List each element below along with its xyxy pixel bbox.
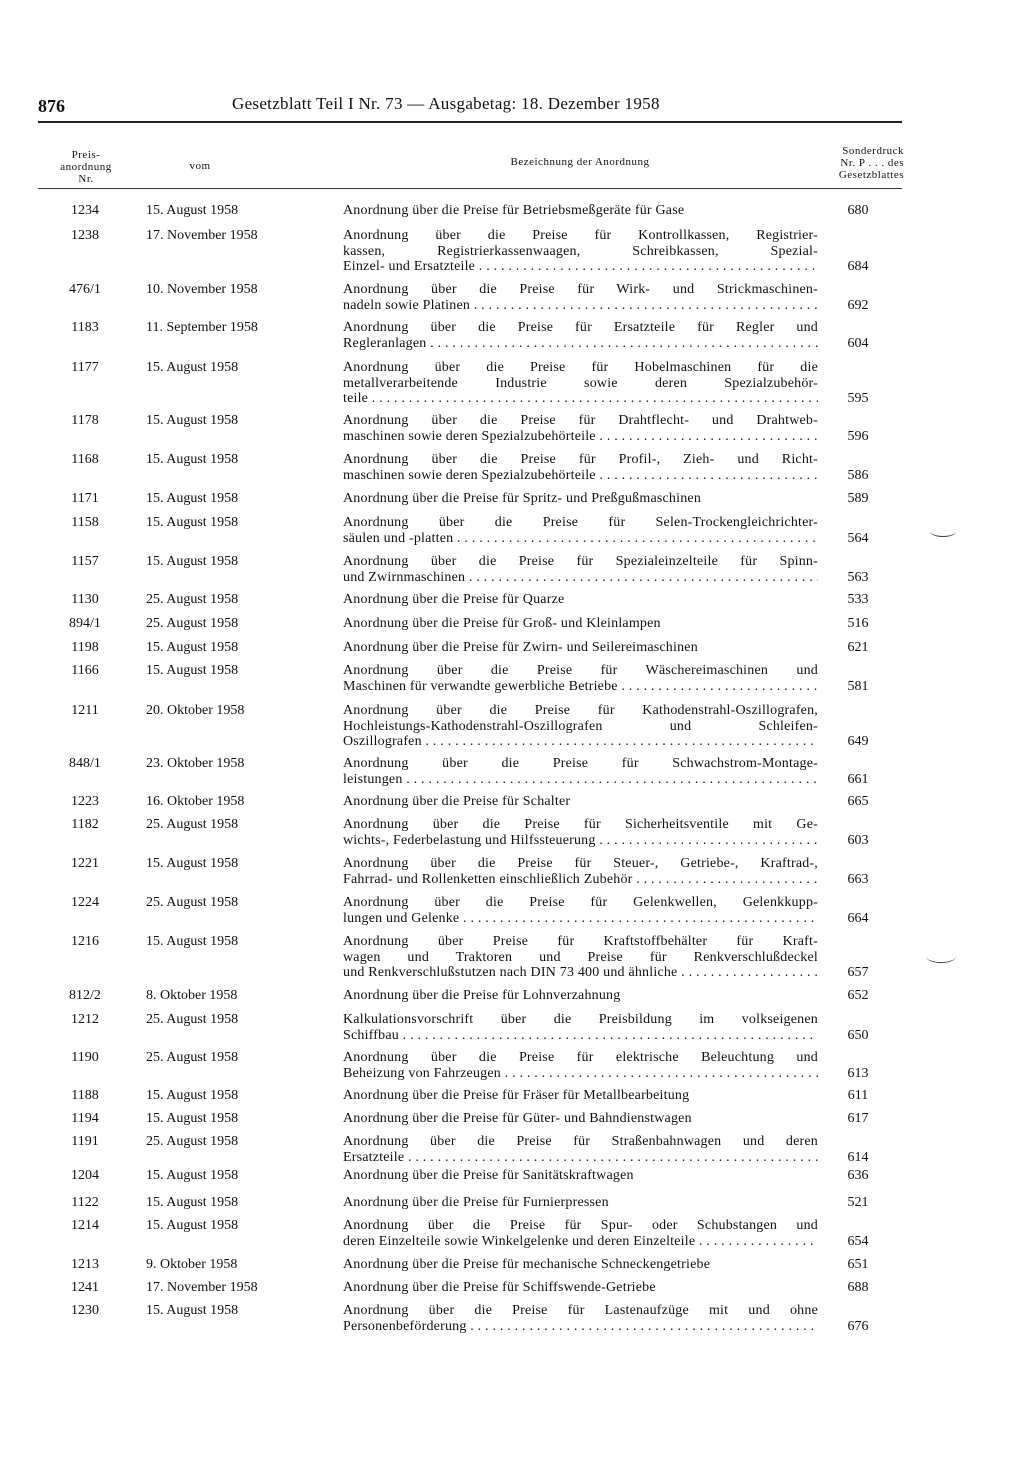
ordinance-title-line: Anordnung über die Preise für Quarze	[343, 592, 565, 607]
sonderdruck-number: 581	[847, 678, 869, 694]
ordinance-number: 1122	[71, 1195, 99, 1210]
ordinance-date: 15. August 1958	[146, 1218, 239, 1233]
sonderdruck-number: 651	[847, 1257, 869, 1272]
ordinance-title-line: Anordnung über die Preise für Schiffswende-Getriebe	[343, 1280, 656, 1295]
ordinance-title-line: Anordnung über die Preise für Selen-Trockengleichrichter-	[343, 515, 818, 530]
page-number: 876	[38, 96, 65, 116]
ordinance-title	[343, 515, 818, 546]
ordinance-date: 15. August 1958	[146, 452, 239, 467]
sonderdruck-number: 516	[847, 616, 869, 631]
ordinance-title	[343, 1012, 818, 1043]
ordinance-title-line: Anordnung über die Preise für Schwachstrom-Montage-	[343, 756, 818, 771]
ordinance-date: 15. August 1958	[146, 360, 239, 375]
sonderdruck-number: 676	[847, 1318, 869, 1334]
ordinance-title-line: Anordnung über die Preise für Zwirn- und Seilereimaschinen	[343, 640, 698, 655]
ordinance-title	[343, 1195, 818, 1211]
ordinance-title	[343, 413, 818, 444]
column-header-nr-line: Preis-	[71, 149, 101, 161]
ordinance-title-line: Anordnung über die Preise für Betriebsmeßgeräte für Gase	[343, 203, 685, 218]
ordinance-title-line: Anordnung über die Preise für Profil-, Zieh- und Richt-	[343, 452, 818, 467]
ordinance-date: 16. Oktober 1958	[146, 794, 245, 809]
column-header-sonderdruck-line: Sonderdruck	[842, 145, 904, 157]
ordinance-number: 1214	[71, 1218, 99, 1233]
column-header-nr-line: Nr.	[78, 173, 94, 185]
sonderdruck-number: 563	[847, 569, 869, 585]
header-rule	[38, 121, 902, 123]
ordinance-title-line: Anordnung über die Preise für Gelenkwellen, Gelenkkupp-	[343, 895, 818, 910]
ordinance-title	[343, 360, 818, 407]
ordinance-title-line: Beheizung von Fahrzeugen . . .	[343, 1066, 818, 1082]
ordinance-number: 476/1	[69, 282, 101, 297]
sonderdruck-number: 595	[847, 391, 869, 406]
ordinance-title	[343, 856, 818, 887]
ordinance-title	[343, 1088, 818, 1104]
ordinance-title-line: wichts-, Federbelastung und Hilfssteuerung . . .	[343, 833, 818, 849]
ordinance-title-line: Anordnung über die Preise für Wäschereimaschinen und	[343, 663, 818, 678]
sonderdruck-number: 604	[847, 335, 869, 351]
ordinance-number: 1234	[71, 203, 99, 218]
ordinance-title-line: Anordnung über Preise für Kraftstoffbehälter für Kraft-	[343, 934, 818, 949]
ordinance-date: 17. November 1958	[146, 228, 258, 243]
ordinance-number: 812/2	[69, 988, 101, 1003]
ordinance-number: 1183	[71, 320, 99, 335]
ordinance-number: 1130	[71, 592, 99, 607]
ordinance-title	[343, 895, 818, 926]
sonderdruck-number: 661	[847, 771, 869, 787]
ordinance-number: 1158	[71, 515, 99, 530]
ordinance-title	[343, 794, 818, 810]
ordinance-title	[343, 616, 818, 632]
ordinance-number: 1212	[71, 1012, 99, 1027]
ordinance-title-line: Anordnung über die Preise für Sanitätskraftwagen	[343, 1168, 634, 1183]
ordinance-title-line: Anordnung über die Preise für Groß- und Kleinlampen	[343, 616, 661, 631]
ordinance-title-line: Anordnung über die Preise für Drahtflecht- und Drahtweb-	[343, 413, 818, 428]
ordinance-title-line: Anordnung über die Preise für Sicherheitsventile mit Ge-	[343, 817, 818, 832]
ordinance-title-line: Fahrrad- und Rollenketten einschließlich Zubehör . . .	[343, 872, 818, 888]
ordinance-date: 10. November 1958	[146, 282, 258, 297]
page-title: Gesetzblatt Teil I Nr. 73 — Ausgabetag: 18. Dezember 1958	[232, 94, 660, 113]
ordinance-number: 1224	[71, 895, 99, 910]
ordinance-title	[343, 320, 818, 351]
ordinance-number: 1178	[71, 413, 99, 428]
sonderdruck-number: 680	[847, 203, 869, 218]
sonderdruck-number: 688	[847, 1280, 869, 1295]
ordinance-title-line: Einzel- und Ersatzteile . . .	[343, 259, 818, 275]
sonderdruck-number: 657	[847, 965, 869, 980]
sonderdruck-number: 596	[847, 428, 869, 444]
ordinance-title-line: Schiffbau . . .	[343, 1028, 818, 1044]
sonderdruck-number: 684	[847, 259, 869, 274]
ordinance-date: 15. August 1958	[146, 203, 239, 218]
ordinance-title	[343, 228, 818, 275]
ordinance-date: 15. August 1958	[146, 663, 239, 678]
ordinance-title	[343, 1257, 818, 1273]
sonderdruck-number: 665	[847, 794, 869, 809]
ordinance-title	[343, 756, 818, 787]
column-header-rule	[38, 188, 902, 189]
margin-mark	[930, 526, 956, 537]
ordinance-date: 25. August 1958	[146, 1050, 239, 1065]
ordinance-date: 15. August 1958	[146, 1195, 239, 1210]
ordinance-number: 1182	[71, 817, 99, 832]
ordinance-date: 25. August 1958	[146, 616, 239, 631]
sonderdruck-number: 650	[847, 1027, 869, 1043]
ordinance-title-line: Anordnung über die Preise für elektrische Beleuchtung und	[343, 1050, 818, 1065]
ordinance-title-line: Anordnung über die Preise für Kontrollkassen, Registrier-	[343, 228, 818, 243]
sonderdruck-number: 617	[847, 1111, 869, 1126]
ordinance-number: 1216	[71, 934, 99, 949]
ordinance-title-line: Anordnung über die Preise für Spezialeinzelteile für Spinn-	[343, 554, 818, 569]
ordinance-date: 9. Oktober 1958	[146, 1257, 238, 1272]
ordinance-title-line: deren Einzelteile sowie Winkelgelenke und deren Einzelteile . . .	[343, 1234, 818, 1250]
ordinance-title	[343, 592, 818, 608]
ordinance-date: 8. Oktober 1958	[146, 988, 238, 1003]
ordinance-title-line: Anordnung über die Preise für Schalter	[343, 794, 571, 809]
ordinance-date: 25. August 1958	[146, 895, 239, 910]
ordinance-number: 1194	[71, 1111, 99, 1126]
ordinance-date: 15. August 1958	[146, 491, 239, 506]
ordinance-title-line: und Renkverschlußstutzen nach DIN 73 400 und ähnliche . . . . .	[343, 965, 818, 981]
sonderdruck-number: 521	[847, 1195, 869, 1210]
ordinance-title-line: Personenbeförderung . . .	[343, 1319, 818, 1335]
ordinance-title-line: Anordnung über die Preise für Kathodenstrahl-Oszillografen,	[343, 703, 818, 718]
ordinance-title-line: Anordnung über die Preise für Fräser für Metallbearbeitung	[343, 1088, 690, 1103]
ordinance-title-line: maschinen sowie deren Spezialzubehörteile . . .	[343, 468, 818, 484]
ordinance-title	[343, 663, 818, 694]
ordinance-number: 1188	[71, 1088, 99, 1103]
sonderdruck-number: 664	[847, 910, 869, 926]
ordinance-title-line: Anordnung über die Preise für Straßenbahnwagen und deren	[343, 1134, 818, 1149]
ordinance-title-line: Ersatzteile . . .	[343, 1150, 818, 1166]
column-header-sonderdruck-line: Gesetzblattes	[838, 169, 904, 181]
column-header-sonderdruck	[796, 145, 904, 181]
sonderdruck-number: 564	[847, 530, 869, 546]
ordinance-date: 23. Oktober 1958	[146, 756, 245, 771]
ordinance-title	[343, 703, 818, 750]
ordinance-title-line: Anordnung über die Preise für Hobelmaschinen für die	[343, 360, 818, 375]
ordinance-number: 1204	[71, 1168, 99, 1183]
sonderdruck-number: 611	[847, 1088, 869, 1103]
ordinance-title-line: Anordnung über die Preise für Spur- oder Schubstangen und	[343, 1218, 818, 1233]
ordinance-date: 25. August 1958	[146, 1134, 239, 1149]
ordinance-title-line: und Zwirnmaschinen . . .	[343, 570, 818, 586]
sonderdruck-number: 652	[847, 988, 869, 1003]
sonderdruck-number: 692	[847, 297, 869, 313]
ordinance-title-line: lungen und Gelenke . . .	[343, 911, 818, 927]
ordinance-number: 1213	[71, 1257, 99, 1272]
ordinance-title	[343, 1134, 818, 1165]
ordinance-title	[343, 452, 818, 483]
ordinance-number: 1211	[71, 703, 99, 718]
ordinance-date: 15. August 1958	[146, 515, 239, 530]
sonderdruck-number: 614	[847, 1149, 869, 1165]
ordinance-title-line: wagen und Traktoren und Preise für Renkverschlußdeckel	[343, 949, 818, 965]
ordinance-title	[343, 1280, 818, 1296]
ordinance-title	[343, 640, 818, 656]
ordinance-number: 1191	[71, 1134, 99, 1149]
ordinance-title-line: nadeln sowie Platinen . . .	[343, 298, 818, 314]
ordinance-date: 25. August 1958	[146, 592, 239, 607]
ordinance-title	[343, 203, 818, 219]
ordinance-date: 25. August 1958	[146, 1012, 239, 1027]
ordinance-date: 15. August 1958	[146, 1088, 239, 1103]
ordinance-title-line: leistungen . . .	[343, 772, 818, 788]
ordinance-title-line: kassen, Registrierkassenwaagen, Schreibkassen, Spezial-	[343, 243, 818, 259]
ordinance-title-line: teile . . .	[343, 391, 818, 407]
sonderdruck-number: 613	[847, 1065, 869, 1081]
sonderdruck-number: 663	[847, 871, 869, 887]
ordinance-number: 1223	[71, 794, 99, 809]
ordinance-title-line: säulen und -platten . . .	[343, 531, 818, 547]
ordinance-title-line: Anordnung über die Preise für Wirk- und Strickmaschinen-	[343, 282, 818, 297]
ordinance-title	[343, 282, 818, 313]
ordinance-title-line: Anordnung über die Preise für Güter- und Bahndienstwagen	[343, 1111, 692, 1126]
ordinance-number: 1230	[71, 1303, 99, 1318]
ordinance-title-line: Hochleistungs-Kathodenstrahl-Oszillografen und Schleifen-	[343, 718, 818, 734]
ordinance-number: 1241	[71, 1280, 99, 1295]
sonderdruck-number: 586	[847, 467, 869, 483]
column-header-vom: vom	[189, 160, 211, 172]
ordinance-date: 15. August 1958	[146, 554, 239, 569]
ordinance-title-line: Maschinen für verwandte gewerbliche Betriebe . . .	[343, 679, 818, 695]
ordinance-number: 1157	[71, 554, 99, 569]
ordinance-number: 1198	[71, 640, 99, 655]
ordinance-number: 1221	[71, 856, 99, 871]
ordinance-title	[343, 1218, 818, 1249]
margin-mark	[926, 950, 956, 963]
ordinance-title-line: Anordnung über die Preise für Steuer-, Getriebe-, Kraftrad-,	[343, 856, 818, 871]
sonderdruck-number: 621	[847, 640, 869, 655]
sonderdruck-number: 603	[847, 832, 869, 848]
ordinance-number: 1166	[71, 663, 99, 678]
ordinance-title	[343, 1303, 818, 1334]
ordinance-title-line: Kalkulationsvorschrift über die Preisbildung im volkseigenen	[343, 1012, 818, 1027]
ordinance-title	[343, 1111, 818, 1127]
ordinance-title	[343, 817, 818, 848]
sonderdruck-number: 636	[847, 1168, 869, 1183]
ordinance-date: 15. August 1958	[146, 1111, 239, 1126]
column-header-sonderdruck-line: Nr. P . . . des	[840, 157, 904, 169]
ordinance-title	[343, 1050, 818, 1081]
ordinance-title-line: Anordnung über die Preise für Lohnverzahnung	[343, 988, 621, 1003]
ordinance-title-line: maschinen sowie deren Spezialzubehörteile . . .	[343, 429, 818, 445]
sonderdruck-number: 589	[847, 491, 869, 506]
ordinance-date: 20. Oktober 1958	[146, 703, 245, 718]
ordinance-number: 1171	[71, 491, 99, 506]
ordinance-number: 1168	[71, 452, 99, 467]
ordinance-title-line: metallverarbeitende Industrie sowie deren Spezialzubehör-	[343, 375, 818, 391]
ordinance-date: 25. August 1958	[146, 817, 239, 832]
ordinance-title-line: Anordnung über die Preise für Ersatzteile für Regler und	[343, 320, 818, 335]
ordinance-title	[343, 988, 818, 1004]
ordinance-number: 1177	[71, 360, 99, 375]
ordinance-date: 15. August 1958	[146, 1168, 239, 1183]
ordinance-date: 15. August 1958	[146, 1303, 239, 1318]
ordinance-title-line: Oszillografen . . .	[343, 734, 818, 750]
ordinance-title-line: Anordnung über die Preise für Lastenaufzüge mit und ohne	[343, 1303, 818, 1318]
ordinance-number: 1238	[71, 228, 99, 243]
ordinance-title	[343, 491, 818, 507]
column-header-bezeichnung: Bezeichnung der Anordnung	[510, 156, 650, 168]
column-header-nr	[42, 149, 130, 185]
ordinance-title-line: Regleranlagen . . .	[343, 336, 818, 352]
ordinance-title-line: Anordnung über die Preise für Spritz- und Preßgußmaschinen	[343, 491, 702, 506]
ordinance-number: 894/1	[69, 616, 101, 631]
ordinance-date: 15. August 1958	[146, 856, 239, 871]
sonderdruck-number: 533	[847, 592, 869, 607]
ordinance-date: 15. August 1958	[146, 413, 239, 428]
sonderdruck-number: 654	[847, 1233, 869, 1249]
ordinance-title	[343, 554, 818, 585]
ordinance-date: 11. September 1958	[146, 320, 258, 335]
sonderdruck-number: 649	[847, 734, 869, 749]
ordinance-date: 15. August 1958	[146, 934, 239, 949]
ordinance-number: 1190	[71, 1050, 99, 1065]
ordinance-title	[343, 1168, 818, 1184]
ordinance-title-line: Anordnung über die Preise für mechanische Schneckengetriebe	[343, 1257, 711, 1272]
ordinance-number: 848/1	[69, 756, 101, 771]
ordinance-date: 15. August 1958	[146, 640, 239, 655]
ordinance-title	[343, 934, 818, 981]
column-header-nr-line: anordnung	[60, 161, 112, 173]
ordinance-title-line: Anordnung über die Preise für Furnierpressen	[343, 1195, 609, 1210]
ordinance-date: 17. November 1958	[146, 1280, 258, 1295]
